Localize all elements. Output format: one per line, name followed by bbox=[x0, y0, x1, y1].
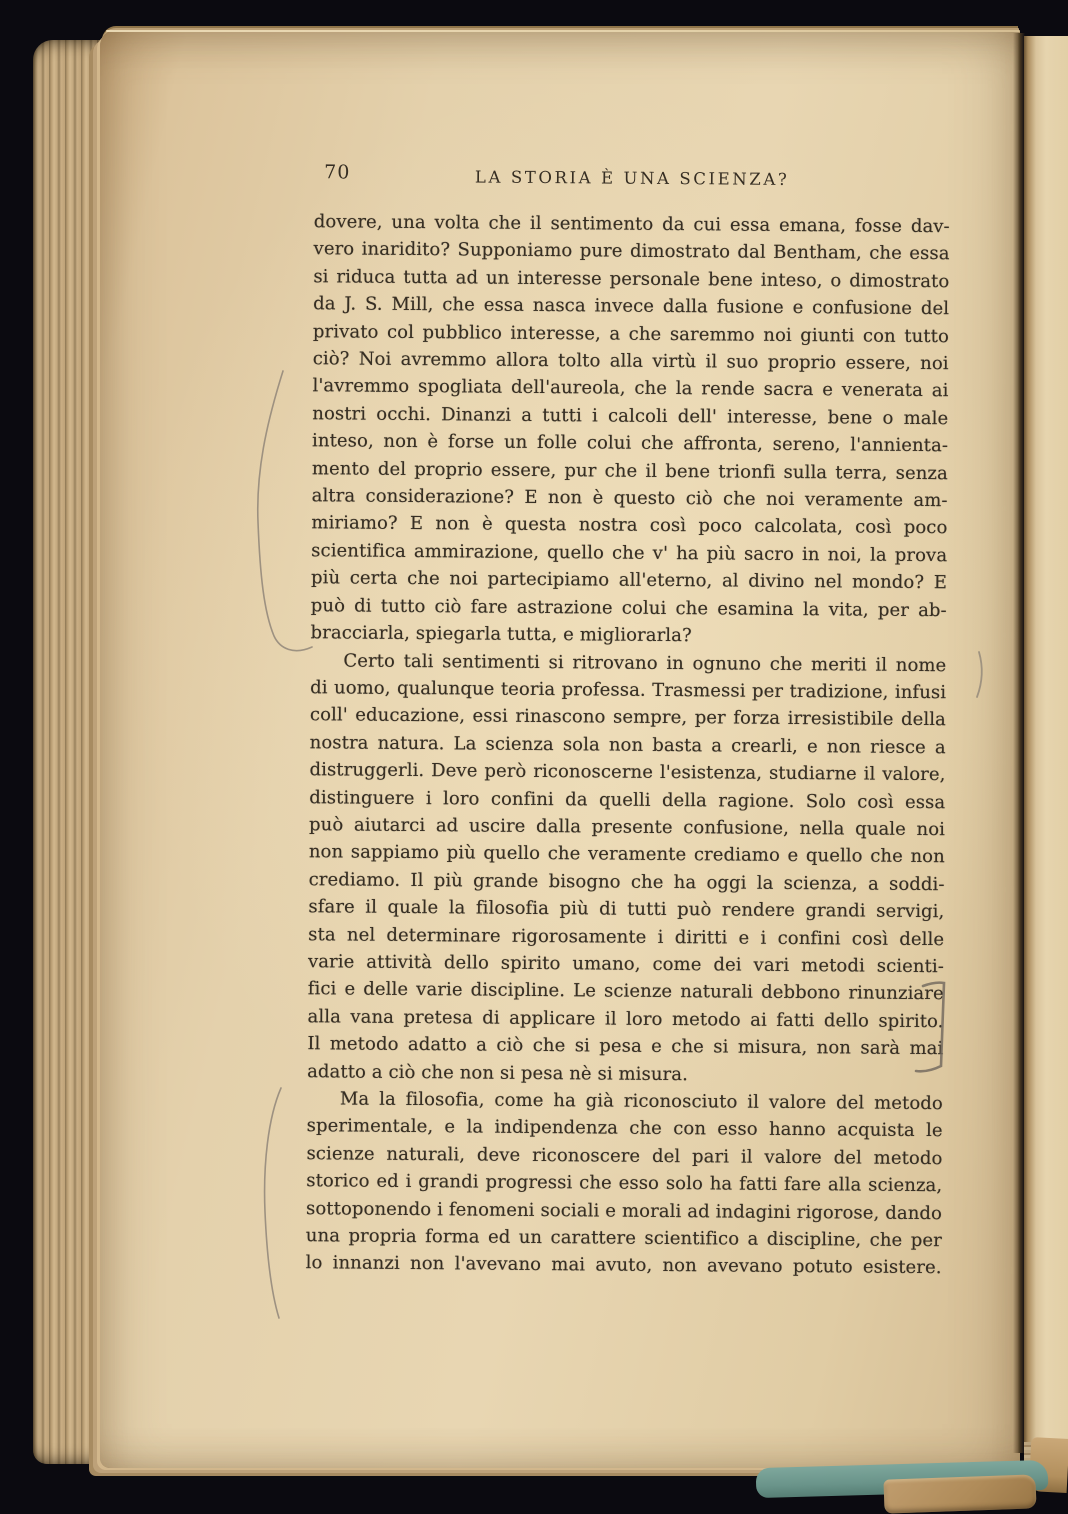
text-line: da J. S. Mill, che essa nasca invece dalla fusione e confusione del bbox=[313, 293, 950, 320]
text-line: l'avremmo spogliata dell'aureola, che la rende sacra e venerata ai bbox=[312, 375, 949, 402]
text-line: fici e delle varie discipline. Le scienze naturali debbono rinunziare bbox=[307, 978, 944, 1005]
text-line: distinguere i loro confini da quelli della ragione. Solo così essa bbox=[309, 786, 946, 813]
page-header bbox=[314, 160, 950, 195]
text-line: ciò? Noi avremmo allora tolto alla virtù il suo proprio essere, noi bbox=[312, 348, 949, 375]
text-line: Il metodo adatto a ciò che si pesa e che si misura, non sarà mai bbox=[307, 1033, 944, 1060]
text-line: miriamo? E non è questa nostra così poco calcolata, così poco bbox=[311, 512, 948, 539]
text-line: nostri occhi. Dinanzi a tutti i calcoli dell' interesse, bene o male bbox=[312, 403, 949, 430]
text-line: Certo tali sentimenti si ritrovano in ognuno che meriti il nome bbox=[343, 649, 947, 676]
text-line: alla vana pretesa di applicare il loro metodo ai fatti dello spirito. bbox=[307, 1005, 944, 1032]
text-line: adatto a ciò che non si pesa nè si misura. bbox=[307, 1060, 689, 1085]
text-line: può aiutarci ad uscire dalla presente confusione, nella quale noi bbox=[308, 814, 946, 841]
book-page bbox=[100, 30, 1020, 1468]
text-line: nostra natura. La scienza sola non basta a crearli, e non riesce a bbox=[309, 731, 946, 758]
text-line: altra considerazione? E non è questo ciò che noi veramente am- bbox=[311, 485, 948, 512]
text-line: storico ed i grandi progressi che esso solo ha fatti fare alla scienza, bbox=[306, 1170, 943, 1197]
text-line: sottoponendo i fenomeni sociali e morali ad indagini rigorose, dando bbox=[305, 1197, 943, 1224]
text-line: scienze naturali, deve riconoscere del pari il valore del metodo bbox=[306, 1142, 943, 1169]
text-line: distruggerli. Deve però riconoscerne l'esistenza, studiarne il valore, bbox=[309, 759, 946, 786]
text-line: sta nel determinare rigorosamente i diritti e i confini così delle bbox=[308, 923, 945, 950]
text-line: più certa che noi partecipiamo all'eterno, al divino nel mondo? E bbox=[310, 567, 948, 594]
text-line: dovere, una volta che il sentimento da cui essa emana, fosse dav- bbox=[313, 211, 950, 238]
text-line: Ma la filosofia, come ha già riconosciuto il valore del metodo bbox=[339, 1088, 943, 1115]
text-line: sfare il quale la filosofia più di tutti può rendere grandi servigi, bbox=[308, 896, 945, 923]
text-line: una propria forma ed un carattere scientifico a discipline, che per bbox=[305, 1225, 942, 1252]
text-line: bracciarla, spiegarla tutta, e migliorarla? bbox=[310, 622, 692, 647]
binding-leather bbox=[883, 1474, 1036, 1513]
running-header: LA STORIA È UNA SCIENZA? bbox=[474, 167, 790, 189]
text-line: privato col pubblico interesse, a che saremmo noi giunti con tutto bbox=[312, 320, 950, 347]
page-text bbox=[306, 208, 950, 1282]
text-line: non sappiamo più quello che veramente crediamo e quello che non bbox=[308, 841, 945, 868]
text-line: crediamo. Il più grande bisogno che ha oggi la scienza, a soddi- bbox=[308, 868, 945, 895]
text-line: scientifica ammirazione, quello che v' ha più sacro in noi, la prova bbox=[311, 540, 948, 567]
page-content bbox=[89, 30, 1020, 1475]
text-line: mento del proprio essere, pur che il bene trionfi sulla terra, senza bbox=[311, 457, 948, 484]
text-line: coll' educazione, essi rinascono sempre, per forza irresistibile della bbox=[309, 704, 947, 731]
text-line: vero inaridito? Supponiamo pure dimostrato dal Bentham, che essa bbox=[313, 238, 950, 265]
facing-page-edge bbox=[1024, 36, 1068, 1442]
text-line: lo innanzi non l'avevano mai avuto, non avevano potuto esistere. bbox=[305, 1252, 942, 1279]
text-line: può di tutto ciò fare astrazione colui che esamina la vita, per ab- bbox=[310, 594, 947, 621]
page-number: 70 bbox=[324, 161, 351, 184]
text-line: si riduca tutta ad un interesse personale bene inteso, o dimostrato bbox=[313, 266, 950, 293]
text-line: sperimentale, e la indipendenza che con esso hanno acquista le bbox=[306, 1115, 943, 1142]
text-line: varie attività dello spirito umano, come dei vari metodi scienti- bbox=[307, 951, 945, 978]
text-line: inteso, non è forse un folle colui che affronta, sereno, l'annienta- bbox=[312, 430, 949, 457]
text-line: di uomo, qualunque teoria professa. Trasmessi per tradizione, infusi bbox=[310, 677, 947, 704]
